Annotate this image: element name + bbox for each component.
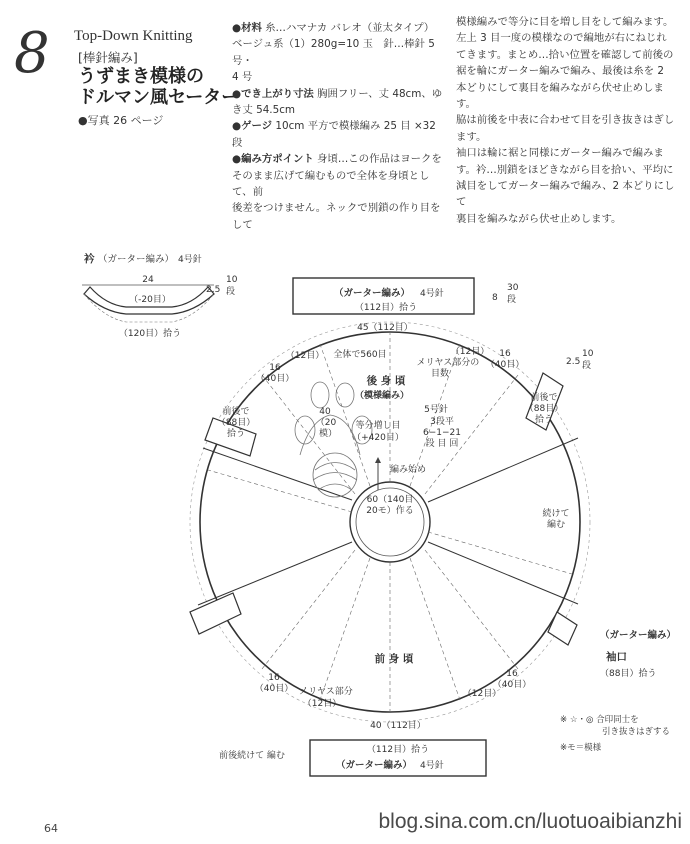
pattern-title-line2: ドルマン風セーター [78, 87, 240, 108]
collar-height: 2.5 [206, 285, 221, 295]
note-1b: 引き抜きはぎする [602, 727, 671, 737]
rows-note-1: 3段平 [430, 417, 454, 427]
instruction-line: す。衿…別鎖をほどきながら目を拾い、平均に [456, 163, 674, 176]
sleeve-cuff-labels [600, 629, 676, 679]
sleeve-label: （ガーター編み） [600, 630, 677, 641]
watermark: blog.sina.com.cn/luotuoaibianzhi [378, 810, 682, 833]
rows-note-3: 段 目 回 [425, 439, 459, 449]
sleeve-height: 2.5 [566, 357, 581, 367]
note-1: ※ ☆・◎ 合印同士を [560, 715, 639, 725]
points-line-2: そのまま広げて編むもので全体を身頃として、前 [232, 169, 430, 199]
meriyasu-back-2: 目数 [430, 369, 450, 379]
increase-count: （+420目） [352, 433, 404, 443]
collar-width: 24 [142, 275, 154, 285]
pickup-right-3: 拾う [534, 415, 554, 425]
back-hem-needle: 4号針 [420, 289, 444, 299]
collar-inner: （-20目） [129, 295, 171, 305]
front-body-label: 前 身 頃 [374, 653, 414, 665]
front-hem-needle: 4号針 [420, 761, 444, 771]
seg-40-top-b: （20 [315, 418, 337, 428]
front-hem-note: 前後続けて 編む [219, 751, 285, 761]
materials-line-3: 4 号 [232, 71, 253, 84]
seg-12-front-left: （12目） [302, 699, 342, 709]
seg-16-back-left-count: （40目） [255, 374, 295, 384]
pattern-number: 8 [14, 21, 50, 86]
collar-title: 衿 [84, 253, 95, 265]
instruction-line: 袖口は輪に裾と同様にガーター編みで編みま [456, 147, 664, 160]
instruction-line: てきます。まとめ…拾い位置を確認して前後の [456, 48, 674, 61]
seg-12-front-right: （12目） [462, 689, 502, 699]
collar-diagram [82, 252, 238, 339]
back-body-sub: （模様編み） [354, 391, 410, 401]
seg-12-back-left: （12目） [285, 351, 325, 361]
collar-rows: 10 [226, 275, 238, 285]
sleeve-name: 袖口 [606, 651, 627, 663]
sleeve-pickup: （88目）拾う [600, 669, 657, 679]
pickup-left-3: 拾う [226, 429, 246, 439]
increase-label: 等分増し目 [355, 421, 401, 431]
seg-40-bottom: 40（112目） [370, 721, 426, 731]
total-stitches: 全体で560目 [333, 350, 387, 360]
seg-16-front-right: 16 [506, 669, 518, 679]
seg-40-top: 40 [319, 407, 331, 417]
gauge-text: 10cm 平方で模様編み 25 目 ×32 [275, 120, 436, 133]
size-line-2: き丈 54.5cm [232, 104, 296, 117]
points-text: 身頃…この作品はヨークを [317, 153, 442, 166]
needle-5: 5号針 [424, 405, 448, 415]
seg-45: 45（112目） [357, 323, 413, 333]
continue-label: 続けて [542, 509, 570, 519]
instruction-line: 模様編みで等分に目を増し目をして編みます。 [456, 16, 674, 28]
front-hem-band [219, 740, 486, 776]
seg-16-back-right-count: （40目） [485, 360, 525, 370]
neck-label: 60（140目 [366, 495, 414, 505]
back-hem-width: （112目）拾う [354, 303, 418, 313]
size-label: ●でき上がり寸法 [232, 87, 314, 100]
size-text: 胸囲フリー、丈 48cm、ゆ [317, 87, 443, 100]
photo-reference: ●写真 26 ページ [78, 114, 164, 127]
collar-needle: 4号針 [178, 255, 202, 265]
back-hem-band [293, 278, 519, 314]
points-line-3: 後差をつけません。ネックで別鎖の作り目をして [232, 202, 441, 231]
back-body-label: 後 身 頃 [366, 375, 406, 387]
seg-16-back-left: 16 [269, 363, 281, 373]
front-hem-label: （ガーター編み） [335, 760, 413, 771]
series-title: Top-Down Knitting [74, 28, 193, 44]
pickup-left-count: （88目） [216, 418, 256, 428]
materials-label: ●材料 [232, 22, 262, 34]
neck-circle [350, 482, 430, 562]
back-hem-rows-unit: 段 [507, 295, 517, 305]
pickup-right: 前後で [530, 393, 558, 403]
neck-label-2: 20モ）作る [366, 506, 414, 516]
pickup-right-count: （88目） [524, 404, 564, 414]
instruction-line: 減目をしてガーター編みで編み、2 本どりにして [456, 180, 675, 209]
back-hem-label: （ガーター編み） [333, 288, 411, 299]
seg-12-back-right: （12目） [450, 347, 490, 357]
sleeve-rows: 10 [582, 349, 594, 359]
page-number: 64 [44, 822, 58, 835]
instruction-line: 本どりにして裏目を編みながら伏せ止めします。 [456, 81, 664, 111]
continue-label-2: 編む [546, 520, 566, 530]
back-hem-height: 8 [492, 293, 498, 303]
gauge-line-2: 段 [232, 136, 243, 149]
front-hem-width: （112目）拾う [366, 745, 430, 755]
note-2: ※モ＝模様 [560, 743, 602, 753]
instruction-line: 裏目を編みながら伏せ止めします。 [456, 212, 622, 225]
seg-16-front-right-count: （40目） [492, 680, 532, 690]
pickup-left: 前後で [222, 407, 250, 417]
pattern-title-line1: うずまき模様の [78, 66, 204, 87]
instruction-line: 脇は前後を中表に合わせて目を引き抜きはぎします。 [456, 114, 675, 143]
gauge-label: ●ゲージ [232, 120, 273, 133]
materials-line-2: ベージュ系（1）280g=10 玉 針…棒針 5 号・ [232, 38, 435, 67]
seg-16-front-left-count: （40目） [254, 684, 294, 694]
meriyasu-front: メリヤス部分 [299, 687, 353, 697]
meriyasu-back: メリヤス部分の [416, 358, 480, 368]
notes [560, 714, 670, 753]
collar-pickup: （120目）拾う [118, 329, 182, 339]
sleeve-rows-unit: 段 [582, 361, 592, 371]
points-label: ●編み方ポイント [232, 153, 314, 166]
instruction-line: 左上 3 目一度の模様なので編地が右にねじれ [456, 32, 667, 45]
collar-rows-unit: 段 [226, 287, 236, 297]
start-label: 編み始め [389, 465, 427, 475]
materials-text: 糸…ハマナカ バレオ（並太タイプ） [265, 22, 435, 34]
instruction-line: 裾を輪にガーター編みで編み、最後は糸を 2 [456, 65, 664, 78]
seg-16-back-right: 16 [499, 349, 511, 359]
seg-16-front-left: 16 [268, 673, 280, 683]
collar-title-paren: （ガーター編み） [98, 254, 175, 265]
technique-label: [棒針編み] [78, 50, 138, 65]
seg-40-top-c: 模） [318, 429, 338, 439]
rows-note-2: 6−1−21 [423, 428, 461, 438]
back-hem-rows: 30 [507, 283, 519, 293]
